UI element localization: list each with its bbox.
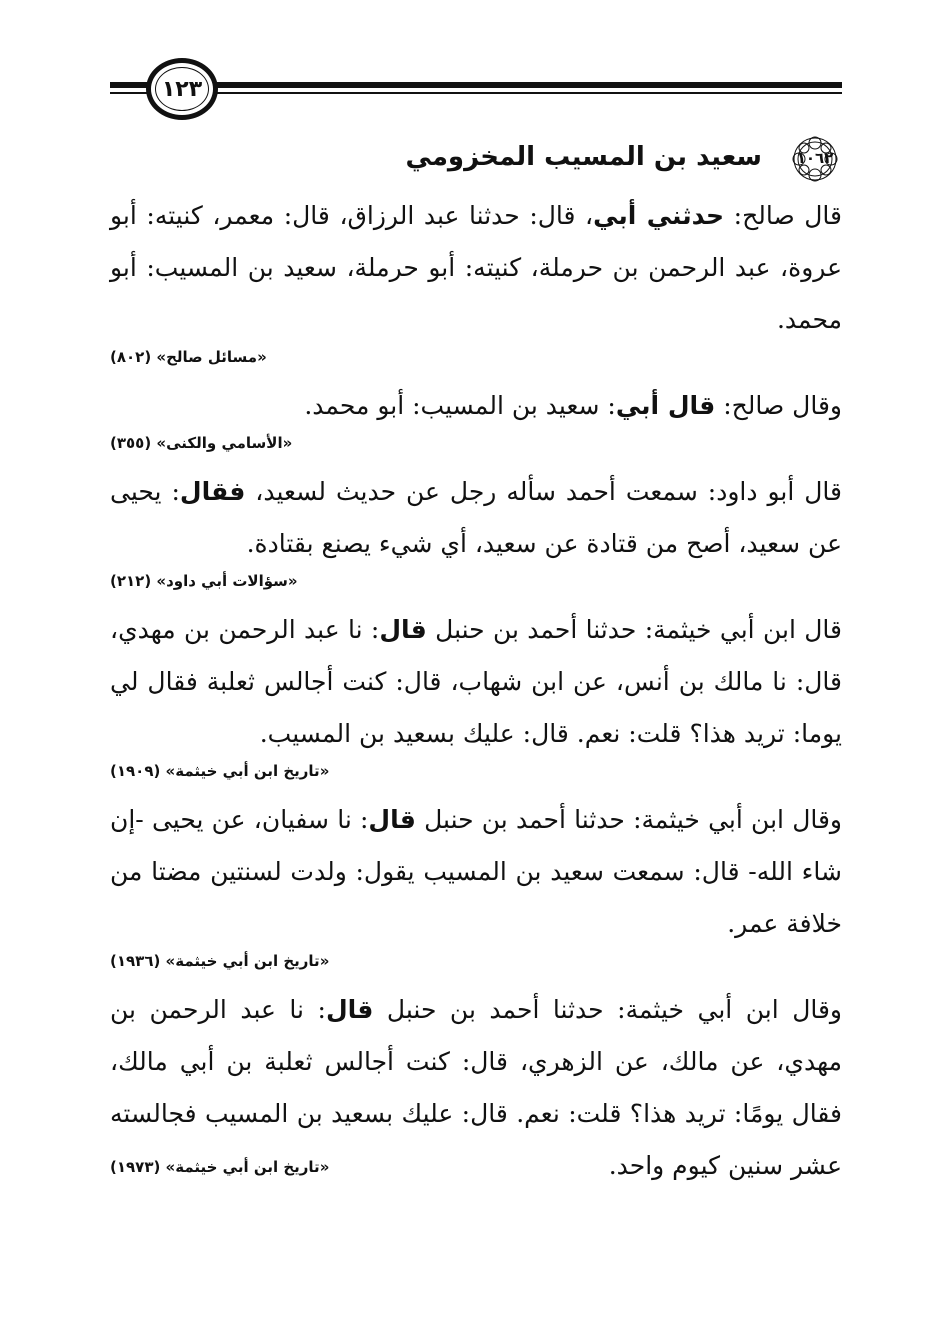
narration-1 <box>110 190 842 346</box>
narration-keyword: قال أبي <box>615 391 716 420</box>
entry-body <box>110 190 842 1192</box>
header-rule-thin <box>110 92 842 94</box>
narration-text: : نا سفيان، عن يحيى -إن شاء الله- قال: سمعت سعيد بن المسيب يقول: ولدت لسنتين مضتا من خلافة عمر. <box>110 805 842 938</box>
entry-heading <box>110 135 842 183</box>
source-citation: «الأسامي والكنى» (٣٥٥) <box>110 434 293 452</box>
narration-4 <box>110 604 842 760</box>
narration-lead: وقال ابن أبي خيثمة: حدثنا أحمد بن حنبل <box>373 995 843 1024</box>
narration-text: : يحيى عن سعيد، أصح من قتادة عن سعيد، أي شيء يصنع بقتادة. <box>110 477 842 558</box>
source-citation: «سؤالات أبي داود» (٢١٢) <box>110 572 298 590</box>
entry-number: ١٠٦٢ <box>796 149 834 167</box>
narration-keyword: قال <box>368 805 416 834</box>
source-citation: «تاريخ ابن أبي خيثمة» (١٩٣٦) <box>110 952 330 970</box>
narration-lead: قال أبو داود: سمعت أحمد سأله رجل عن حديث لسعيد، <box>245 477 842 506</box>
narration-keyword: قال <box>325 995 374 1024</box>
entry-title: سعيد بن المسيب المخزومي <box>405 142 762 172</box>
narration-lead: قال صالح: <box>724 201 842 230</box>
final-narration-block <box>110 984 842 1192</box>
source-citation: «مسائل صالح» (٨٠٢) <box>110 348 267 366</box>
header-rule-thick <box>110 82 842 88</box>
narration-3 <box>110 466 842 570</box>
narration-text: : نا عبد الرحمن بن مهدي، عن مالك، عن الزهري، قال: كنت أجالس ثعلبة بن أبي مالك، فقال يومًا: تريد هذا؟ قلت: نعم. قال: عليك بسعيد بن المسيب فجالسته عشر سنين كيوم واحد. <box>110 995 842 1180</box>
narration-2 <box>110 380 842 432</box>
source-citation: «تاريخ ابن أبي خيثمة» (١٩٧٣) <box>110 1158 330 1176</box>
narration-text: : سعيد بن المسيب: أبو محمد. <box>304 391 616 420</box>
narration-lead: وقال صالح: <box>715 391 842 420</box>
narration-keyword: قال <box>379 615 427 644</box>
source-citation: «تاريخ ابن أبي خيثمة» (١٩٠٩) <box>110 762 330 780</box>
narration-lead: وقال ابن أبي خيثمة: حدثنا أحمد بن حنبل <box>415 805 843 834</box>
page-header <box>110 58 842 120</box>
narration-keyword: فقال <box>179 477 246 506</box>
page-number-badge <box>146 58 218 120</box>
narration-lead: قال ابن أبي خيثمة: حدثنا أحمد بن حنبل <box>426 615 842 644</box>
ornament-icon <box>788 135 842 183</box>
narration-text: : نا عبد الرحمن بن مهدي، قال: نا مالك بن أنس، عن ابن شهاب، قال: كنت أجالس ثعلبة فقال لي يوما: تريد هذا؟ قلت: نعم. قال: عليك بسعيد بن المسيب. <box>110 615 842 748</box>
narration-5 <box>110 794 842 950</box>
narration-text: ، قال: حدثنا عبد الرزاق، قال: معمر، كنيته: أبو عروة، عبد الرحمن بن حرملة، كنيته: أبو حرملة، سعيد بن المسيب: أبو محمد. <box>110 201 842 334</box>
page-number: ١٢٣ <box>161 76 203 102</box>
narration-keyword: حدثني أبي <box>593 201 725 230</box>
